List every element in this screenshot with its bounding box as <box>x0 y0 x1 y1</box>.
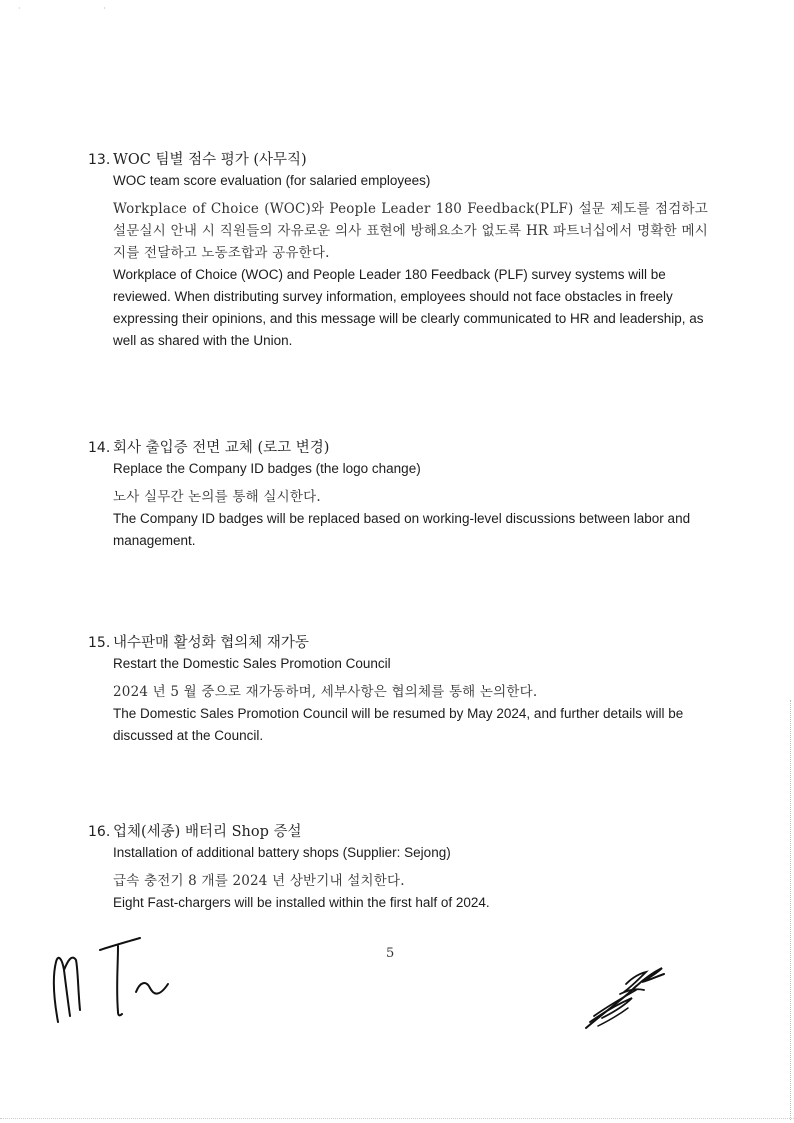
scan-edge-right <box>789 700 791 1120</box>
signature-right-icon <box>580 960 675 1035</box>
section-15 <box>88 633 708 747</box>
section-number: 15. <box>88 635 111 651</box>
section-16 <box>88 822 708 914</box>
section-body-ko: 급속 충전기 8 개를 2024 년 상반기내 설치한다. <box>113 873 405 889</box>
scan-marks: · · <box>18 4 146 13</box>
section-title-en: Replace the Company ID badges (the logo change) <box>113 461 421 476</box>
section-heading <box>88 438 708 458</box>
section-body-en: Eight Fast-chargers will be installed within the first half of 2024. <box>113 895 490 910</box>
section-title-ko: 업체(세종) 배터리 Shop 증설 <box>113 824 302 840</box>
section-number: 13. <box>88 152 111 168</box>
section-body-ko: 2024 년 5 월 중으로 재가동하며, 세부사항은 협의체를 통해 논의한다. <box>113 684 538 700</box>
section-title-ko: 회사 출입증 전면 교체 (로고 변경) <box>113 440 330 456</box>
section-number: 16. <box>88 824 111 840</box>
section-title-en: Restart the Domestic Sales Promotion Council <box>113 656 391 671</box>
section-body-en: Workplace of Choice (WOC) and People Leader 180 Feedback (PLF) survey systems will be reviewed. When distributing survey information, employees should not face obstacles in freely expressing their opinions, and this message will be clearly communicated to HR and leadership, as well as shared with the Union. <box>113 267 704 348</box>
section-body-ko: Workplace of Choice (WOC)와 People Leader 180 Feedback(PLF) 설문 제도를 점검하고 설문실시 안내 시 직원들의 자유로운 의사 표현에 방해요소가 없도록 HR 파트너십에서 명확한 메시지를 전달하고 노동조합과 공유한다. <box>113 201 708 261</box>
section-14 <box>88 438 708 552</box>
section-body-en: The Company ID badges will be replaced based on working-level discussions between labor and management. <box>113 511 691 548</box>
signature-left-icon <box>40 930 190 1030</box>
section-title-en: Installation of additional battery shops (Supplier: Sejong) <box>113 845 451 860</box>
scan-edge-bottom <box>0 1117 794 1119</box>
section-13 <box>88 150 708 352</box>
section-heading <box>88 150 708 170</box>
section-title-en: WOC team score evaluation (for salaried employees) <box>113 173 431 188</box>
section-heading <box>88 822 708 842</box>
section-title-ko: 내수판매 활성화 협의체 재가동 <box>113 635 309 651</box>
section-body-ko: 노사 실무간 논의를 통해 실시한다. <box>113 489 321 505</box>
section-title-ko: WOC 팀별 점수 평가 (사무직) <box>113 152 307 168</box>
page-number: 5 <box>386 946 395 961</box>
section-body-en: The Domestic Sales Promotion Council will be resumed by May 2024, and further details will be discussed at the Council. <box>113 706 684 743</box>
section-heading <box>88 633 708 653</box>
section-number: 14. <box>88 440 111 456</box>
